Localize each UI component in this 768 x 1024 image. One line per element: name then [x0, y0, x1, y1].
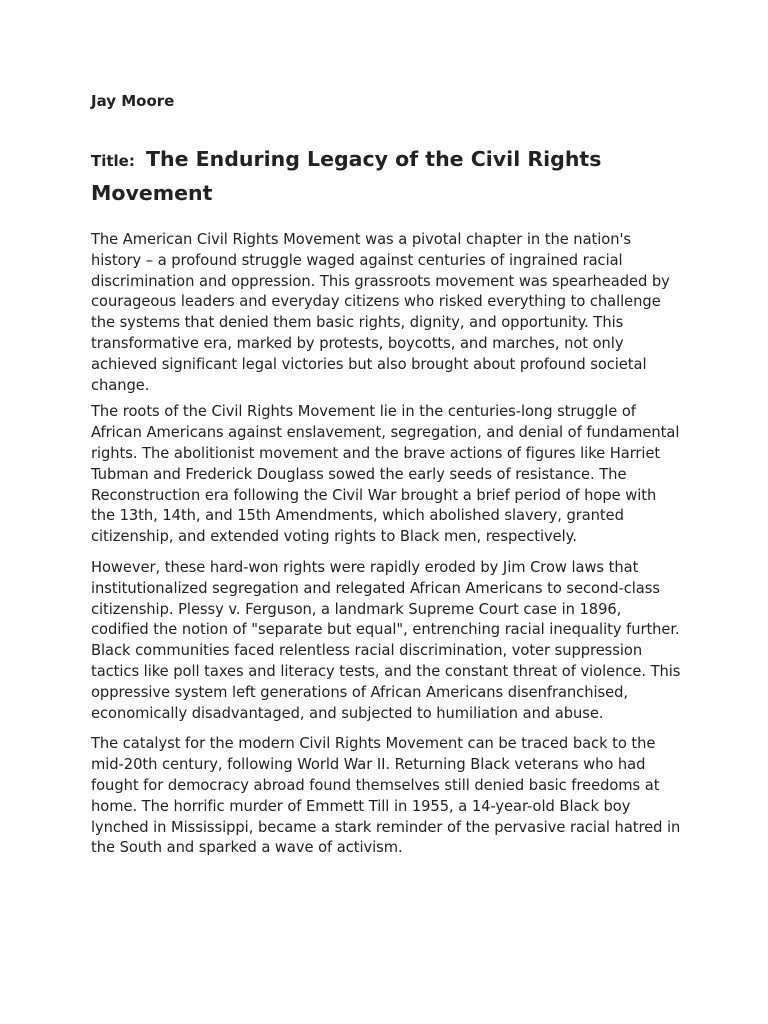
paragraph-2: The roots of the Civil Rights Movement lie in the centuries-long struggle of African Americans against enslavement, segregation, and denial of fundamental rights. The abolitionist movement and the brave actions of figures like Harriet Tubman and Frederick Douglass sowed the early seeds of resistance. The Reconstruction era following the Civil War brought a brief period of hope with the 13th, 14th, and 15th Amendments, which abolished slavery, granted citizenship, and extended voting rights to Black men, respectively. [91, 403, 680, 546]
author-name: Jay Moore [91, 92, 175, 110]
title-prefix: Title: [91, 152, 135, 170]
paragraph-4: The catalyst for the modern Civil Rights Movement can be traced back to the mid-20th century, following World War II. Returning Black veterans who had fought for democracy abroad found themselves still denied basic freedoms at home. The horrific murder of Emmett Till in 1955, a 14-year-old Black boy lynched in Mississippi, became a stark reminder of the pervasive racial hatred in the South and sparked a wave of activism. [91, 735, 681, 857]
title-text: The Enduring Legacy of the Civil Rights Movement [91, 147, 602, 205]
document-title [91, 141, 681, 207]
document-body [91, 230, 681, 859]
paragraph-1: The American Civil Rights Movement was a pivotal chapter in the nation's history – a profound struggle waged against centuries of ingrained racial discrimination and oppression. This grassroots movement was spearheaded by courageous leaders and everyday citizens who risked everything to challenge the systems that denied them basic rights, dignity, and opportunity. This transformative era, marked by protests, boycotts, and marches, not only achieved significant legal victories but also brought about profound societal change. [91, 231, 670, 394]
paragraph-3: However, these hard-won rights were rapidly eroded by Jim Crow laws that institutionalized segregation and relegated African Americans to second-class citizenship. Plessy v. Ferguson, a landmark Supreme Court case in 1896, codified the notion of "separate but equal", entrenching racial inequality further. Black communities faced relentless racial discrimination, voter suppression tactics like poll taxes and literacy tests, and the constant threat of violence. This oppressive system left generations of African Americans disenfranchised, economically disadvantaged, and subjected to humiliation and abuse. [91, 558, 681, 722]
